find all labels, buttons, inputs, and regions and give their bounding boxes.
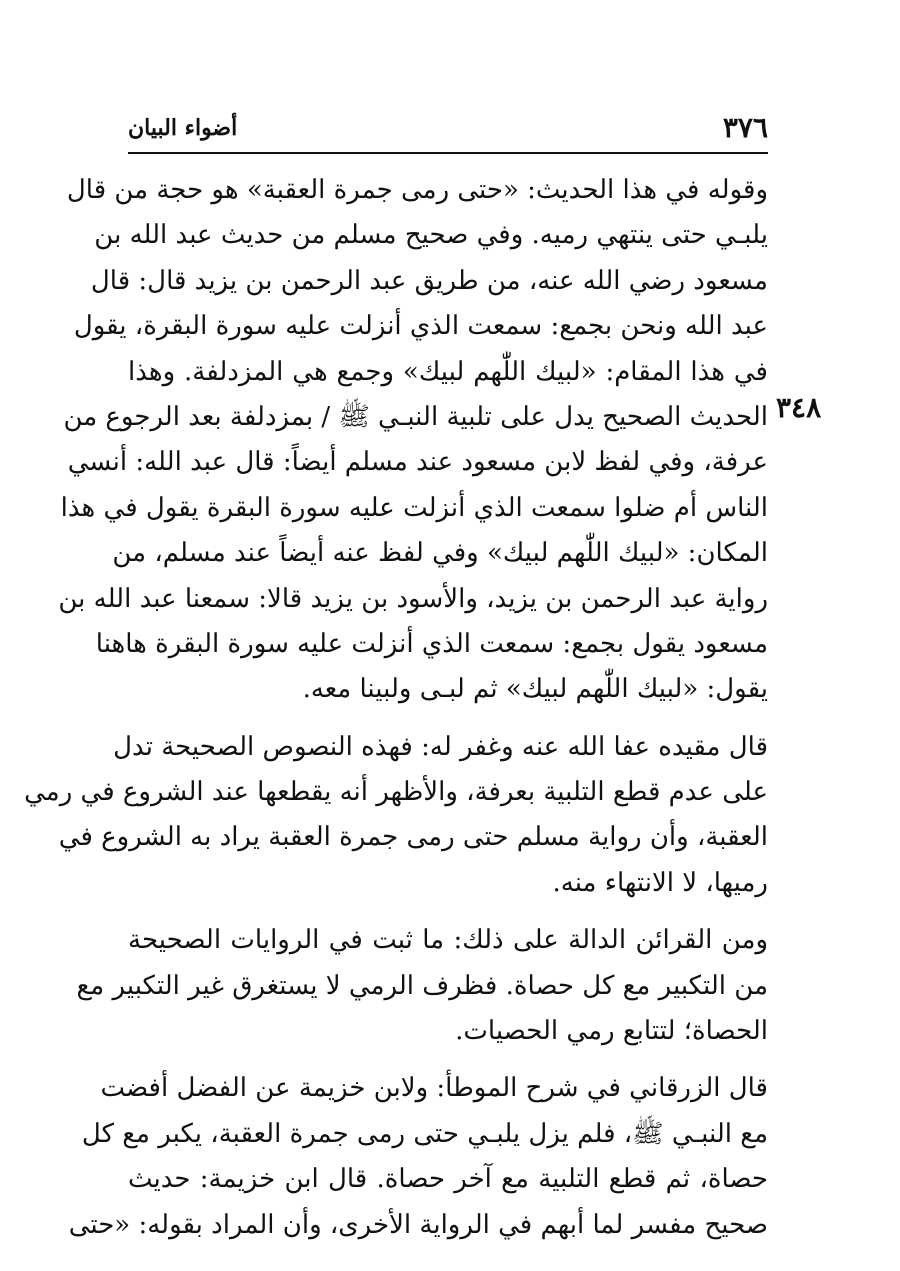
- paragraph-4: [68, 1066, 768, 1248]
- text-line: وقوله في هذا الحديث: «حتى رمى جمرة العقبة» هو حجة من قال: [66, 175, 768, 205]
- text-line: العقبة، وأن رواية مسلم حتى رمى جمرة العقبة يراد به الشروع في: [58, 822, 768, 853]
- text-line: مسعود رضي الله عنه، من طريق عبد الرحمن بن يزيد قال: قال: [90, 265, 768, 296]
- header-divider: [128, 152, 768, 154]
- text-line: في هذا المقام: «لبيك اللّٰهم لبيك» وجمع هي المزدلفة. وهذا: [128, 356, 768, 387]
- text-line: ومن القرائن الدالة على ذلك: ما ثبت في الروايات الصحيحة: [128, 925, 768, 956]
- text-line: قال الزرقاني في شرح الموطأ: ولابن خزيمة عن الفضل أفضت: [100, 1073, 768, 1104]
- text-line: المكان: «لبيك اللّٰهم لبيك» وفي لفظ عنه أيضاً عند مسلم، من: [112, 538, 768, 569]
- page-number: ٣٧٦: [722, 111, 768, 144]
- paragraph-3: [76, 918, 768, 1054]
- margin-volume-marker: ٣٤٨: [776, 391, 822, 424]
- text-line: عرفة، وفي لفظ لابن مسعود عند مسلم أيضاً: قال عبد الله: أنسي: [67, 447, 768, 478]
- text-line: مسعود يقول بجمع: سمعت الذي أنزلت عليه سورة البقرة هاهنا: [95, 628, 768, 659]
- text-line: يلبـي حتى ينتهي رميه. وفي صحيح مسلم من حديث عبد الله بن: [94, 220, 768, 251]
- text-line: من التكبير مع كل حصاة. فظرف الرمي لا يستغرق غير التكبير مع: [76, 970, 768, 1001]
- text-line: عبد الله ونحن بجمع: سمعت الذي أنزلت عليه سورة البقرة، يقول: [73, 311, 768, 342]
- book-title: أضواء البيان: [128, 115, 238, 141]
- text-line: رواية عبد الرحمن بن يزيد، والأسود بن يزيد قالا: سمعنا عبد الله بن: [58, 583, 768, 614]
- text-line: الناس أم ضلوا سمعت الذي أنزلت عليه سورة البقرة يقول في هذا: [60, 492, 768, 523]
- text-line: الحصاة؛ لتتابع رمي الحصيات.: [455, 1016, 768, 1047]
- paragraph-1: [58, 168, 768, 713]
- paragraph-2: [24, 725, 768, 907]
- text-line: رميها، لا الانتهاء منه.: [552, 867, 768, 898]
- text-line: حصاة، ثم قطع التلبية مع آخر حصاة. قال ابن خزيمة: حديث: [128, 1164, 768, 1195]
- text-line: قال مقيده عفا الله عنه وغفر له: فهذه النصوص الصحيحة تدل: [113, 731, 768, 762]
- text-line: على عدم قطع التلبية بعرفة، والأظهر أنه يقطعها عند الشروع في رمي: [24, 777, 768, 808]
- text-line: الحديث الصحيح يدل على تلبية النبـي ﷺ / بمزدلفة بعد الرجوع من: [63, 401, 768, 432]
- text-line: صحيح مفسر لما أبهم في الرواية الأخرى، وأن المراد بقوله: «حتى: [68, 1209, 768, 1240]
- text-line: مع النبـي ﷺ، فلم يزل يلبـي حتى رمى جمرة العقبة، يكبر مع كل: [81, 1118, 768, 1149]
- page-header: [128, 108, 768, 152]
- text-line: يقول: «لبيك اللّٰهم لبيك» ثم لبـى ولبينا معه.: [302, 674, 768, 705]
- body-text: [24, 168, 768, 1260]
